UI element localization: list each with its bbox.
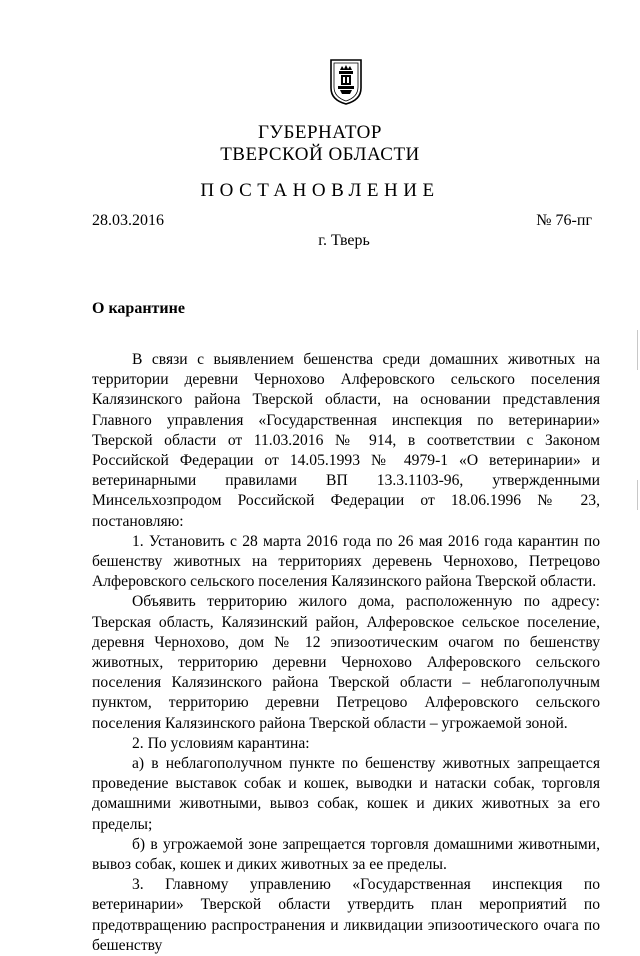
scan-margin-mark (637, 480, 638, 510)
body-paragraph-2: 2. По условиям карантина: (132, 734, 310, 752)
document-body (92, 350, 600, 956)
body-paragraph-preamble: В связи с выявлением бешенства среди домашних животных на территории деревни Чернохово Алферовского сельского поселения Калязинского района Тверской области, на основании представления Главного управления «Государственная инспекция по ветеринарии» Тверской области от 11.03.2016 № 914, в соответствии с Законом Российской Федерации от 14.05.1993 № 4979-1 «О ветеринарии» и ветеринарными правилами ВП 13.3.1103-96, утвержденными Минсельхозпродом Российской Федерации от 18.06.1996 № 23, постановляю: (92, 351, 600, 530)
document-number: № 76-пг (536, 212, 592, 229)
authority-title-line2: ТВЕРСКОЙ ОБЛАСТИ (220, 144, 420, 165)
scan-margin-mark (637, 330, 638, 370)
authority-title-line1: ГУБЕРНАТОР (258, 122, 382, 143)
body-paragraph-3: 3. Главному управлению «Государственная инспекция по ветеринарии» Тверской области утвердить план мероприятий по предотвращению распространения и ликвидации эпизоотического очага по бешенству (92, 876, 600, 954)
tver-coat-of-arms-icon (329, 58, 363, 106)
body-paragraph-2a: а) в неблагополучном пункте по бешенству животных запрещается проведение выставок собак и кошек, выводки и натаски собак, торговля домашними животными, вывоз собак, кошек и диких животных за его пределы; (92, 755, 600, 833)
document-city: г. Тверь (318, 232, 370, 249)
document-subject: О карантине (92, 300, 185, 317)
body-paragraph-1-declaration: Объявить территорию жилого дома, расположенную по адресу: Тверская область, Калязинский район, Алферовское сельское поселение, деревня Чернохово, дом № 12 эпизоотическим очагом по бешенству животных, территорию деревни Чернохово Алферовского сельского поселения Калязинского района Тверской области – неблагополучным пунктом, территорию деревни Петрецово Алферовского сельского поселения Калязинского района Тверской области – угрожаемой зоной. (92, 593, 600, 732)
body-paragraph-2b: б) в угрожаемой зоне запрещается торговля домашними животными, вывоз собак, кошек и диких животных за ее пределы. (92, 835, 600, 874)
document-type: ПОСТАНОВЛЕНИЕ (200, 180, 440, 201)
body-paragraph-1: 1. Установить с 28 марта 2016 года по 26 мая 2016 года карантин по бешенству животных на территориях деревень Чернохово, Петрецово Алферовского сельского поселения Калязинского района Тверской области. (92, 532, 600, 591)
document-date: 28.03.2016 (92, 212, 164, 229)
